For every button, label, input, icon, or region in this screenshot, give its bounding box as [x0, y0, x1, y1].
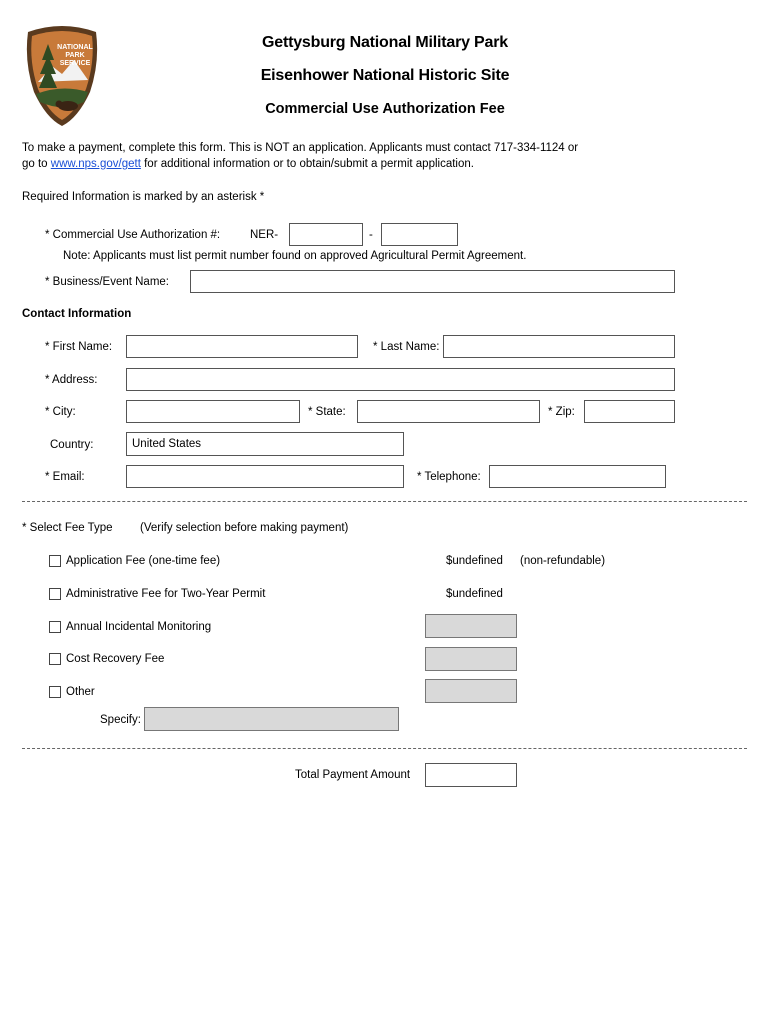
contact-heading: Contact Information [22, 308, 132, 320]
park-title: Gettysburg National Military Park [262, 34, 508, 51]
site-title: Eisenhower National Historic Site [260, 67, 510, 84]
administrative-fee-amount: $undefined [446, 588, 503, 600]
telephone-label: * Telephone: [417, 471, 481, 483]
cost-recovery-checkbox[interactable] [49, 653, 61, 665]
total-payment-label: Total Payment Amount [295, 769, 411, 781]
annual-monitoring-label: Annual Incidental Monitoring [66, 621, 212, 633]
cua-prefix: NER- [250, 229, 279, 241]
email-field[interactable] [126, 465, 404, 488]
business-name-field[interactable] [190, 270, 675, 293]
address-label: * Address: [45, 374, 98, 386]
cua-number-field-1[interactable] [289, 223, 363, 246]
intro-line-2 [22, 157, 474, 171]
required-note: Required Information is marked by an asterisk * [22, 191, 265, 203]
city-field[interactable] [126, 400, 300, 423]
last-name-field[interactable] [443, 335, 675, 358]
cua-label: * Commercial Use Authorization #: [45, 229, 221, 241]
country-field[interactable]: United States [126, 432, 404, 456]
email-label: * Email: [45, 471, 85, 483]
total-payment-field[interactable] [425, 763, 517, 787]
non-refundable-note: (non-refundable) [520, 555, 606, 567]
logo-text: NATIONAL PARK SERVICE [57, 44, 93, 67]
cua-separator: - [369, 229, 373, 241]
other-fee-label: Other [66, 686, 95, 698]
administrative-fee-label: Administrative Fee for Two-Year Permit [66, 588, 266, 600]
cua-number-field-2[interactable] [381, 223, 458, 246]
total-divider [22, 748, 747, 749]
state-label: * State: [308, 406, 346, 418]
cua-note: Note: Applicants must list permit number found on approved Agricultural Permit Agreement. [63, 250, 527, 262]
other-fee-amount-field[interactable] [425, 679, 517, 703]
business-name-label: * Business/Event Name: [45, 276, 170, 288]
section-divider [22, 501, 747, 502]
intro-prefix: go to [22, 158, 51, 170]
zip-label: * Zip: [548, 406, 575, 418]
telephone-field[interactable] [489, 465, 666, 488]
annual-monitoring-amount-field[interactable] [425, 614, 517, 638]
other-fee-checkbox[interactable] [49, 686, 61, 698]
zip-field[interactable] [584, 400, 675, 423]
application-fee-amount: $undefined [446, 555, 503, 567]
intro-suffix: for additional information or to obtain/submit a permit application. [140, 158, 474, 170]
last-name-label: * Last Name: [373, 341, 440, 353]
form-title: Commercial Use Authorization Fee [265, 101, 505, 117]
verify-note: (Verify selection before making payment) [140, 522, 349, 534]
cost-recovery-label: Cost Recovery Fee [66, 653, 165, 665]
cost-recovery-amount-field[interactable] [425, 647, 517, 671]
intro-line-1: To make a payment, complete this form. This is NOT an application. Applicants must contact 717-334-1124 or [22, 142, 579, 154]
select-fee-label: * Select Fee Type [22, 522, 113, 534]
address-field[interactable] [126, 368, 675, 391]
first-name-label: * First Name: [45, 341, 113, 353]
city-label: * City: [45, 406, 76, 418]
administrative-fee-checkbox[interactable] [49, 588, 61, 600]
application-fee-label: Application Fee (one-time fee) [66, 555, 221, 567]
annual-monitoring-checkbox[interactable] [49, 621, 61, 633]
first-name-field[interactable] [126, 335, 358, 358]
state-field[interactable] [357, 400, 540, 423]
specify-label: Specify: [100, 714, 141, 726]
nps-gett-link[interactable]: www.nps.gov/gett [50, 158, 141, 170]
application-fee-checkbox[interactable] [49, 555, 61, 567]
country-label: Country: [50, 439, 94, 451]
specify-field[interactable] [144, 707, 399, 731]
